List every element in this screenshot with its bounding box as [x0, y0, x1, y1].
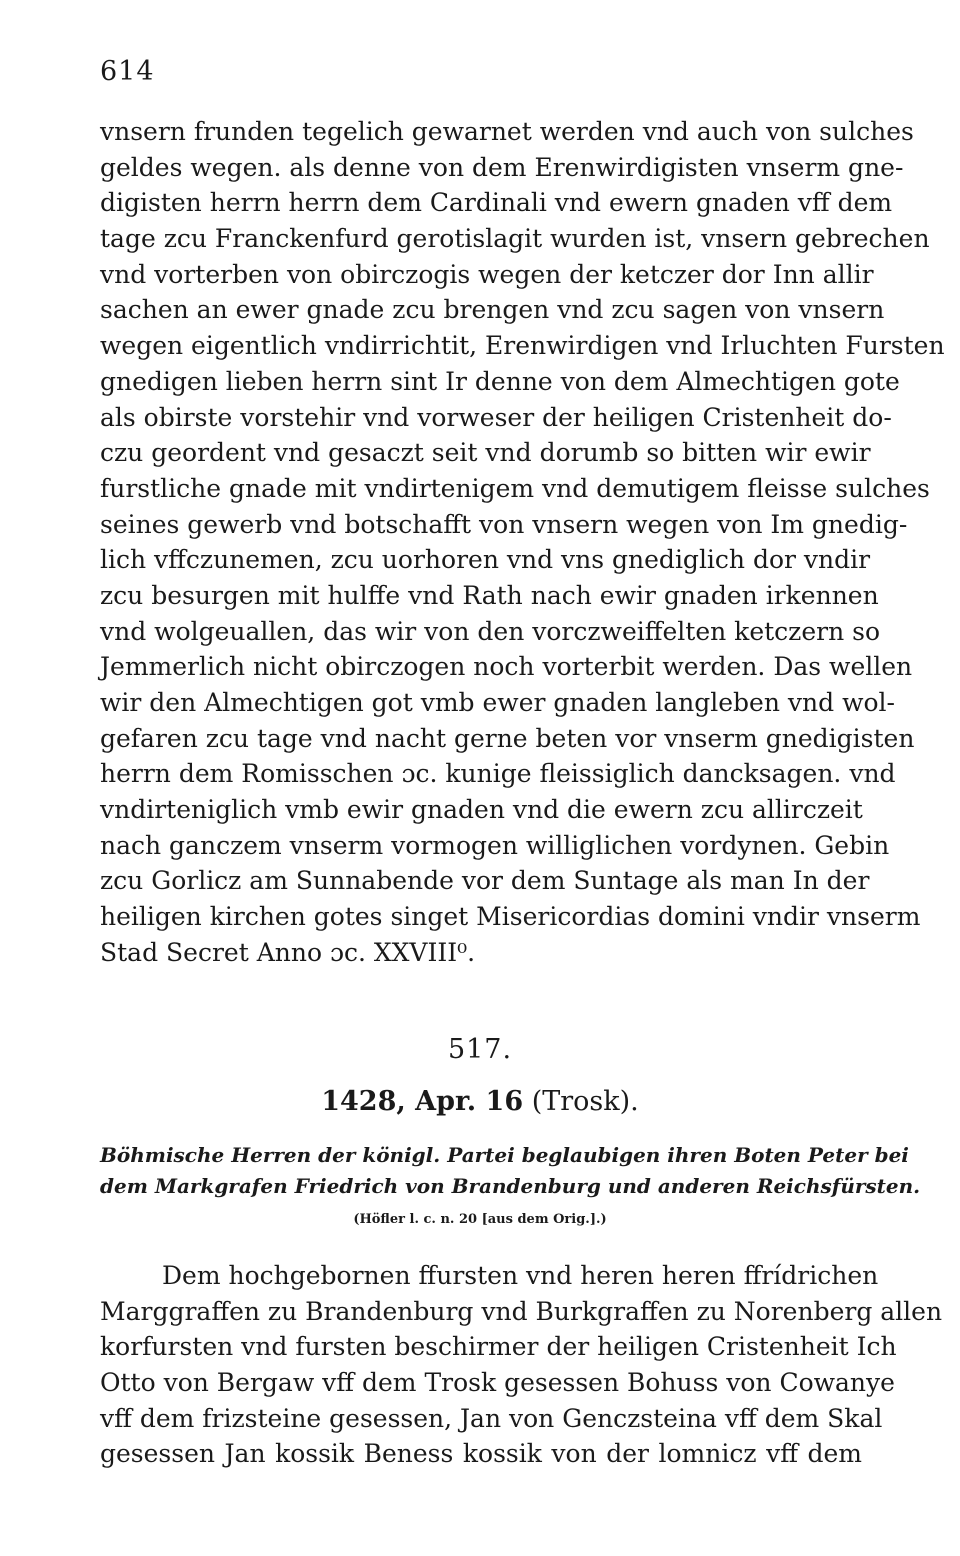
text-line: furstliche gnade mit vndirtenigem vnd demutigem fleisse sulches [100, 473, 930, 503]
document-date-heading [0, 1086, 960, 1117]
source-note: (Höfler l. c. n. 20 [aus dem Orig.].) [353, 1212, 607, 1227]
text-line: herrn dem Romisschen ɔc. kunige fleissiglich dancksagen. vnd [100, 759, 896, 789]
text-line: gesessen Jan kossik Beness kossik von der lomnicz vff dem [100, 1439, 862, 1469]
text-line: wegen eigentlich vndirrichtit, Erenwirdigen vnd Irluchten Fursten [100, 331, 945, 361]
summary-line: Böhmische Herren der königl. Partei beglaubigen ihren Boten Peter bei [100, 1143, 909, 1167]
text-line: seines gewerb vnd botschafft von vnsern wegen von Im gnedig- [100, 509, 908, 539]
text-line: Otto von Bergaw vff dem Trosk gesessen Bohuss von Cowanye [100, 1368, 895, 1398]
first-body-text [100, 114, 945, 971]
document-date: 1428, Apr. 16 [321, 1086, 524, 1117]
document-number: 517. [447, 1034, 513, 1065]
text-line: vnsern frunden tegelich gewarnet werden vnd auch von sulches [100, 117, 914, 146]
text-line: vnd wolgeuallen, das wir von den vorczweiffelten ketczern so [100, 616, 881, 646]
text-line: sachen an ewer gnade zcu brengen vnd zcu sagen von vnsern [100, 295, 885, 325]
text-line: Dem hochgebornen ffursten vnd heren heren ffrídrichen [162, 1261, 879, 1290]
text-line: wir den Almechtigen got vmb ewer gnaden langleben vnd wol- [100, 688, 895, 717]
summary-line: dem Markgrafen Friedrich von Brandenburg und anderen Reichsfürsten. [100, 1174, 921, 1198]
text-line: czu geordent vnd gesaczt seit vnd dorumb so bitten wir ewir [100, 438, 871, 468]
text-line: korfursten vnd fursten beschirmer der heiligen Cristenheit Ich [100, 1332, 897, 1362]
text-line: lich vffczunemen, zcu uorhoren vnd vns gnediglich dor vndir [100, 545, 871, 575]
text-line: geldes wegen. als denne von dem Erenwirdigisten vnserm gne- [100, 152, 904, 182]
text-line: vndirteniglich vmb ewir gnaden vnd die ewern zcu allirczeit [100, 795, 863, 825]
text-line: vff dem frizsteine gesessen, Jan von Genczsteina vff dem Skal [100, 1403, 883, 1433]
text-line: nach ganczem vnserm vormogen williglichen vordynen. Gebin [100, 830, 890, 860]
text-line: zcu besurgen mit hulffe vnd Rath nach ewir gnaden irkennen [100, 580, 879, 610]
document-place: (Trosk). [531, 1086, 639, 1117]
text-line: gefaren zcu tage vnd nacht gerne beten vor vnserm gnedigisten [100, 723, 915, 753]
document-summary [100, 1140, 921, 1202]
page-number: 614 [100, 56, 155, 87]
text-line: als obirste vorstehir vnd vorweser der heiligen Cristenheit do- [100, 402, 892, 432]
text-line: tage zcu Franckenfurd gerotislagit wurden ist, vnsern gebrechen [100, 224, 930, 254]
second-body-text [100, 1258, 943, 1472]
text-line: digisten herrn herrn dem Cardinali vnd ewern gnaden vff dem [100, 188, 893, 218]
text-line: vnd vorterben von obirczogis wegen der ketczer dor Inn allir [100, 259, 874, 289]
text-line: zcu Gorlicz am Sunnabende vor dem Suntage als man In der [100, 866, 870, 896]
text-line: gnedigen lieben herrn sint Ir denne von dem Almechtigen gote [100, 366, 900, 396]
text-line: Jemmerlich nicht obirczogen noch vorterbit werden. Das wellen [100, 652, 913, 682]
text-line: Marggraffen zu Brandenburg vnd Burkgraffen zu Norenberg allen [100, 1296, 943, 1326]
text-line: Stad Secret Anno ɔc. XXVIII⁰. [100, 937, 476, 967]
text-line: heiligen kirchen gotes singet Misericordias domini vndir vnserm [100, 902, 921, 932]
